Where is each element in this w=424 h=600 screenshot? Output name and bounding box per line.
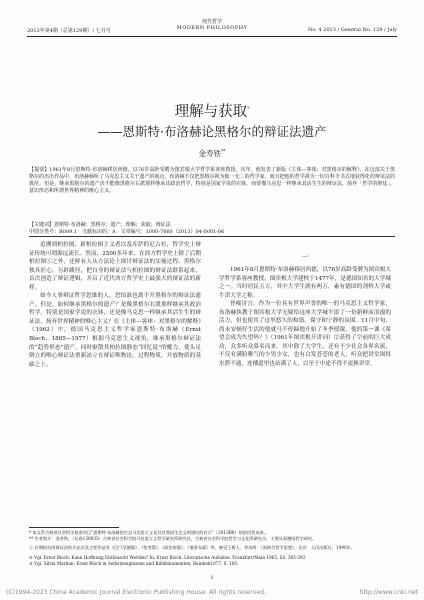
footnote: ③ Vgl. Silvia Markun: Ernst Bloch in Selbstzeugnissen und Bilddokumenten, Reinbek1977, S. 105.	[29, 561, 239, 566]
footnote: ** 作者简介：金寿铁，（长春130033）吉林省社会科学院马克思主义哲学研究所研究员，吉林省社会科学院哲学与文化所研究员，主要从事德国哲学研究。	[29, 536, 317, 541]
article-title	[0, 100, 424, 121]
footnote-divider	[29, 527, 119, 528]
paragraph: 1961年8月恩斯特·布洛赫移居西德，以76岁高龄受聘为图宾根大学哲学系客座教授。图宾根大学建校于1477年，是德国知名的大学城之一。当时居民五万，其中大学生就有两万，素有德国的剑桥大学或牛津大学之称。	[219, 267, 391, 299]
abstract	[29, 167, 395, 195]
author-name: 金寿铁	[198, 149, 221, 158]
journal-name-cn: 现代哲学	[201, 19, 222, 25]
abstract-text: 【提要】1961年8月恩斯特·布洛赫移居西德，以76岁高龄受聘为图宾根大学哲学系客座教授。次年，他发表了新版《主体—客体：对黑格尔的解释》。在这部关于黑格尔的杰出作品中，布洛赫倾听了马克思主义关于遗产的观点，布洛赫不仅把黑格尔视为独一无二的哲学家，而且把他的哲学视为一切百科全书式地获得化的辩证法的典范。但是，继承黑格尔的遗产决不能像黑格尔右派那样继承其政治哲学，特别是国家学说的衣钵，而要像马克思一样继承其活生生的辩证法，扬弃「哲学的胆怯」，意识形态和所谓世界精神的唯心主义。	[29, 167, 395, 195]
footnote: ② Vgl. Ernst Bloch: Kann Hoffnung Enttäuscht Werden? In: Ernst Bloch: Literarische Aufsätze, Frankfurt/Main 1965, SS. 385-392.	[29, 555, 307, 560]
issue-info-en: No. 4 2013 / General No. 129 / July	[307, 27, 397, 33]
footnote: ① 后期柏拉图辩证法的方法论及主要作品有《巴门尼德篇》、《智者篇》、《政治家篇》、《斐莱布篇》等，参见王树人、李凤鸣：《黑格尔哲学思想》，北京：人民出版社，1990年。	[29, 545, 356, 550]
source-url[interactable]: http://www.cnki.net	[359, 589, 418, 596]
article-subtitle: ——恩斯特·布洛赫论黑格尔的辩证法遗产	[97, 124, 327, 139]
copyright-notice: (C)1994-2023 China Academic Journal Electronic Publishing House. All rights reserved.	[6, 589, 266, 596]
author-line	[0, 148, 424, 159]
issue-info-cn: 2013年第4期（总第129期）/ 七月号	[27, 28, 111, 34]
section-number: 一	[301, 253, 309, 261]
page-number: 1	[210, 575, 214, 581]
body-column-right	[219, 266, 391, 369]
body-column-left	[29, 241, 201, 369]
author-footnote-mark: **	[221, 149, 226, 155]
header-divider	[27, 36, 397, 37]
keywords: 【关键词】恩斯特·布洛赫；黑格尔；遗产；理解；获取；辩证法	[29, 222, 171, 228]
paragraph: 骨瘦诗言，作为一位具有世界声誉的唯一的马克思主义哲学家，布洛赫执教于图宾根大学无疑给这座大学城平添了一份新鲜而浪漫的活力，但也使其了这里悠久的和谐、保守和宁静的氛围。11月中旬，尚未安顿好生活的他就马不停蹄地开始了冬季授课，他的第一课《希望会成为失望吗？》（1961年图宾根开讲词）②获得了空前的巨大成功，众多听众慕名而来。其中除了大学生，还有不少社会各界名流，不仅有满脸稚气的少男少女，也有白发苍苍的老人，听众把讲堂围得水泄不通，连楼道里也站满了人，以至于中途不得不更换讲堂。	[219, 301, 391, 368]
abstract-divider	[29, 236, 395, 237]
footnote: * 本文系吉林省社会科学基金项目“恩斯特·布洛赫的生态马克思主义及其对我国生态文明建设的启示”（2013B8）的阶段性成果。	[29, 530, 269, 535]
title-text: 理解与获取	[174, 104, 248, 120]
paragraph: 如今人事辩证哲学思维的人，恐怕谁也离不开黑格尔的辩证法遗产。但是，如何继承黑格尔的遗产？是像黑格尔右派那样继承其政治哲学，特别是国家学说的衣钵，还是像马克思一样继承其活生生的辩证法，扬弃世界精神的唯心主义？在《主体—客体：对黑格尔的解释》（1962）中，德国马克思主义哲学家恩斯特·布洛赫（Ernst Bloch，1885—1977）根据马克思主义视角，继承黑格尔辩证法的“趋势形态”遗产，同时驱散其柏拉图静态“回忆说”的魔力，使头足倒立的唯心辩证法重新站立在辩证唯物论、过程物质，开放物质的基础之上。	[29, 293, 201, 368]
paragraph: 追溯到柏拉图、新柏拉图主义者以及库萨的尼古拉，哲学史上辩证传统可谓源远流长。然而，2500多年来，在西方哲学史上除了后期柏拉图①之外，还鲜有人从方法论上探讨辩证法的实施过程。黑格尔独具匠心，另辟蹊径，把自身的辩证法与柏拉图的辩证法联系起来，首次创造了辩证逻辑，并启了近代西方哲学史上最强大的辩证法的新样。	[29, 242, 201, 291]
title-footnote-mark: *	[247, 107, 250, 113]
classification-codes: 中图分类号：B089.1 文献标识码：A 文章编号：1000-7660（2013）04-0001-06	[29, 229, 225, 235]
journal-name-en: MODERN PHILOSOPHY	[176, 25, 248, 31]
